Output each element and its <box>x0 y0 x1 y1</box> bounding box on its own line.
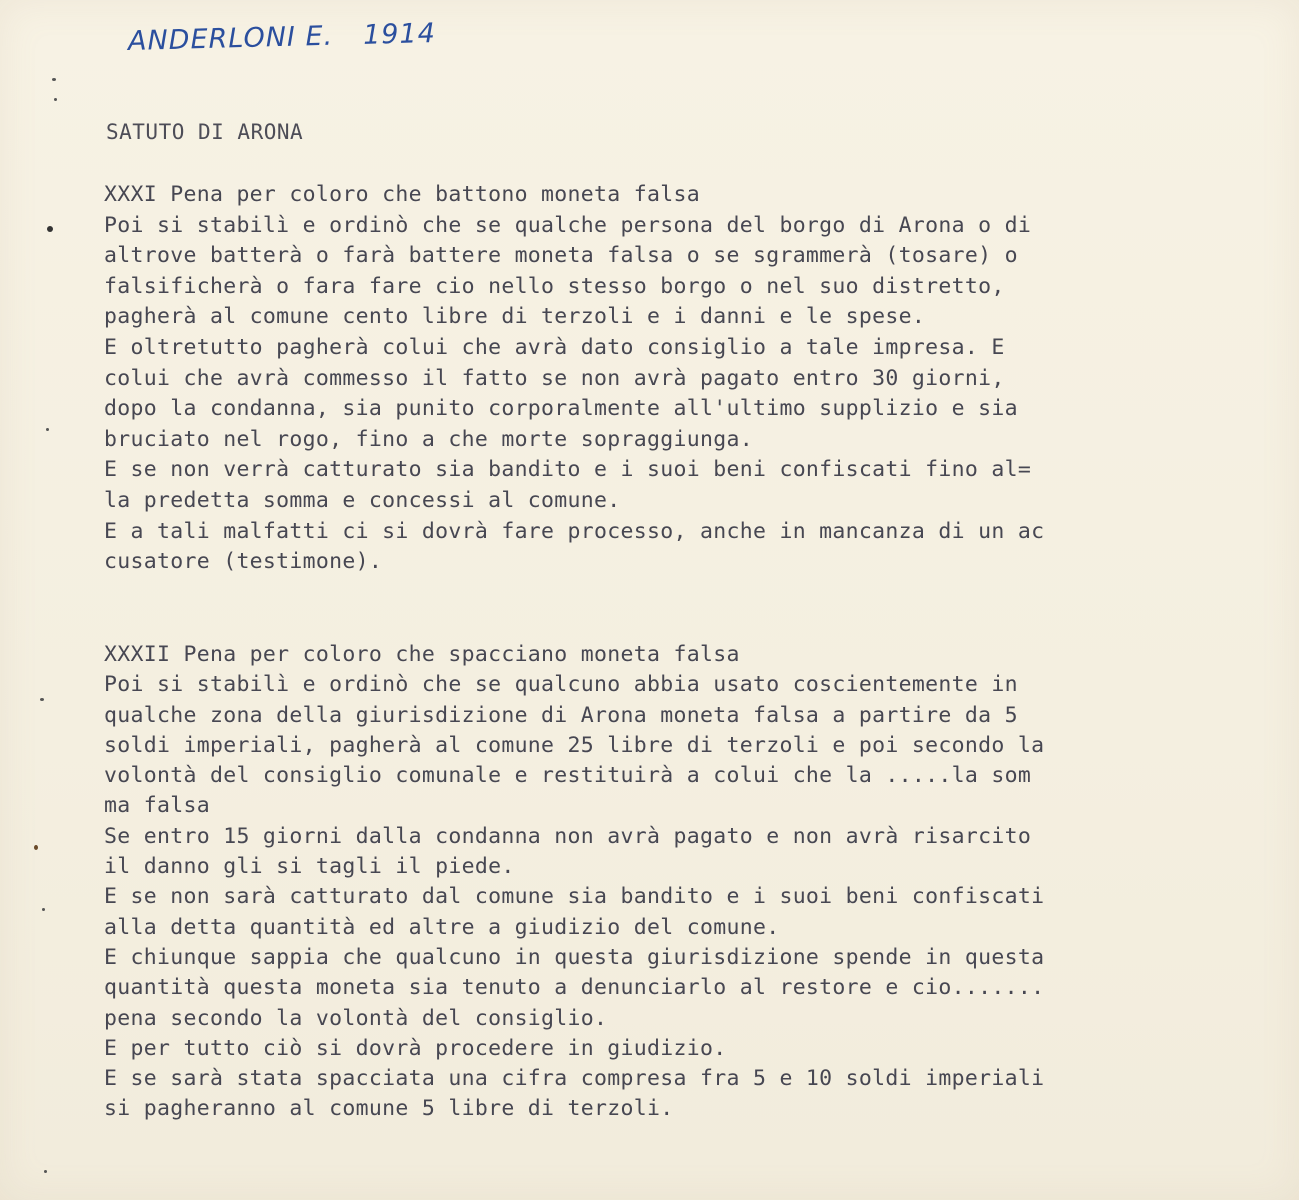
text-line: E per tutto ciò si dovrà procedere in giudizio. <box>104 1035 727 1061</box>
margin-speck <box>52 78 56 81</box>
text-line: E chiunque sappia che qualcuno in questa giurisdizione spende in questa <box>104 944 1045 970</box>
text-line: il danno gli si tagli il piede. <box>104 854 515 880</box>
text-line: ma falsa <box>104 793 210 819</box>
margin-speck <box>34 845 38 850</box>
text-line: la predetta somma e concessi al comune. <box>104 487 621 513</box>
text-line: pagherà al comune cento libre di terzoli e i danni e le spese. <box>104 304 926 330</box>
text-line: qualche zona della giurisdizione di Arona moneta falsa a partire da 5 <box>104 702 1018 728</box>
text-line: bruciato nel rogo, fino a che morte sopraggiunga. <box>104 426 753 452</box>
margin-speck <box>47 226 53 232</box>
text-line: alla detta quantità ed altre a giudizio del comune. <box>104 914 780 940</box>
text-line: volontà del consiglio comunale e restituirà a colui che la .....la som <box>104 763 1032 789</box>
statute-section <box>104 180 1234 578</box>
text-line: E se non sarà catturato dal comune sia bandito e i suoi beni confiscati <box>104 884 1045 910</box>
text-line: Se entro 15 giorni dalla condanna non avrà pagato e non avrà risarcito <box>104 823 1032 849</box>
section-heading: XXXII Pena per coloro che spacciano moneta falsa <box>104 642 740 667</box>
text-line: altrove batterà o farà battere moneta falsa o se sgrammerà (tosare) o <box>104 243 1018 269</box>
text-line: cusatore (testimone). <box>104 549 383 575</box>
text-line: si pagheranno al comune 5 libre di terzoli. <box>104 1096 674 1122</box>
statute-section <box>104 640 1234 1125</box>
section-heading: XXXI Pena per coloro che battono moneta falsa <box>104 182 700 207</box>
document-title: SATUTO DI ARONA <box>106 120 304 144</box>
handwritten-year: 1914 <box>362 17 437 51</box>
text-line: E se non verrà catturato sia bandito e i suoi beni confiscati fino al= <box>104 457 1032 483</box>
text-line: colui che avrà commesso il fatto se non avrà pagato entro 30 giorni, <box>104 365 1005 391</box>
margin-speck <box>40 698 44 701</box>
text-line: dopo la condanna, sia punito corporalmente all'ultimo supplizio e sia <box>104 396 1018 422</box>
text-line: quantità questa moneta sia tenuto a denunciarlo al restore e cio....... <box>104 975 1045 1001</box>
margin-speck <box>44 1170 47 1173</box>
margin-speck <box>42 908 45 911</box>
margin-speck <box>54 98 57 101</box>
handwritten-annotation <box>128 18 437 57</box>
text-line: E se sarà stata spacciata una cifra compresa fra 5 e 10 soldi imperiali <box>104 1066 1045 1092</box>
text-line: E oltretutto pagherà colui che avrà dato consiglio a tale impresa. E <box>104 334 1005 360</box>
handwritten-name: ANDERLONI E. <box>127 20 334 58</box>
text-line: E a tali malfatti ci si dovrà fare processo, anche in mancanza di un ac <box>104 518 1045 544</box>
text-line: falsificherà o fara fare cio nello stesso borgo o nel suo distretto, <box>104 273 1005 299</box>
text-line: Poi si stabilì e ordinò che se qualcuno abbia usato coscientemente in <box>104 672 1018 698</box>
text-line: pena secondo la volontà del consiglio. <box>104 1005 608 1031</box>
margin-speck <box>46 428 49 431</box>
text-line: Poi si stabilì e ordinò che se qualche persona del borgo di Arona o di <box>104 212 1032 238</box>
text-line: soldi imperiali, pagherà al comune 25 libre di terzoli e poi secondo la <box>104 732 1045 758</box>
